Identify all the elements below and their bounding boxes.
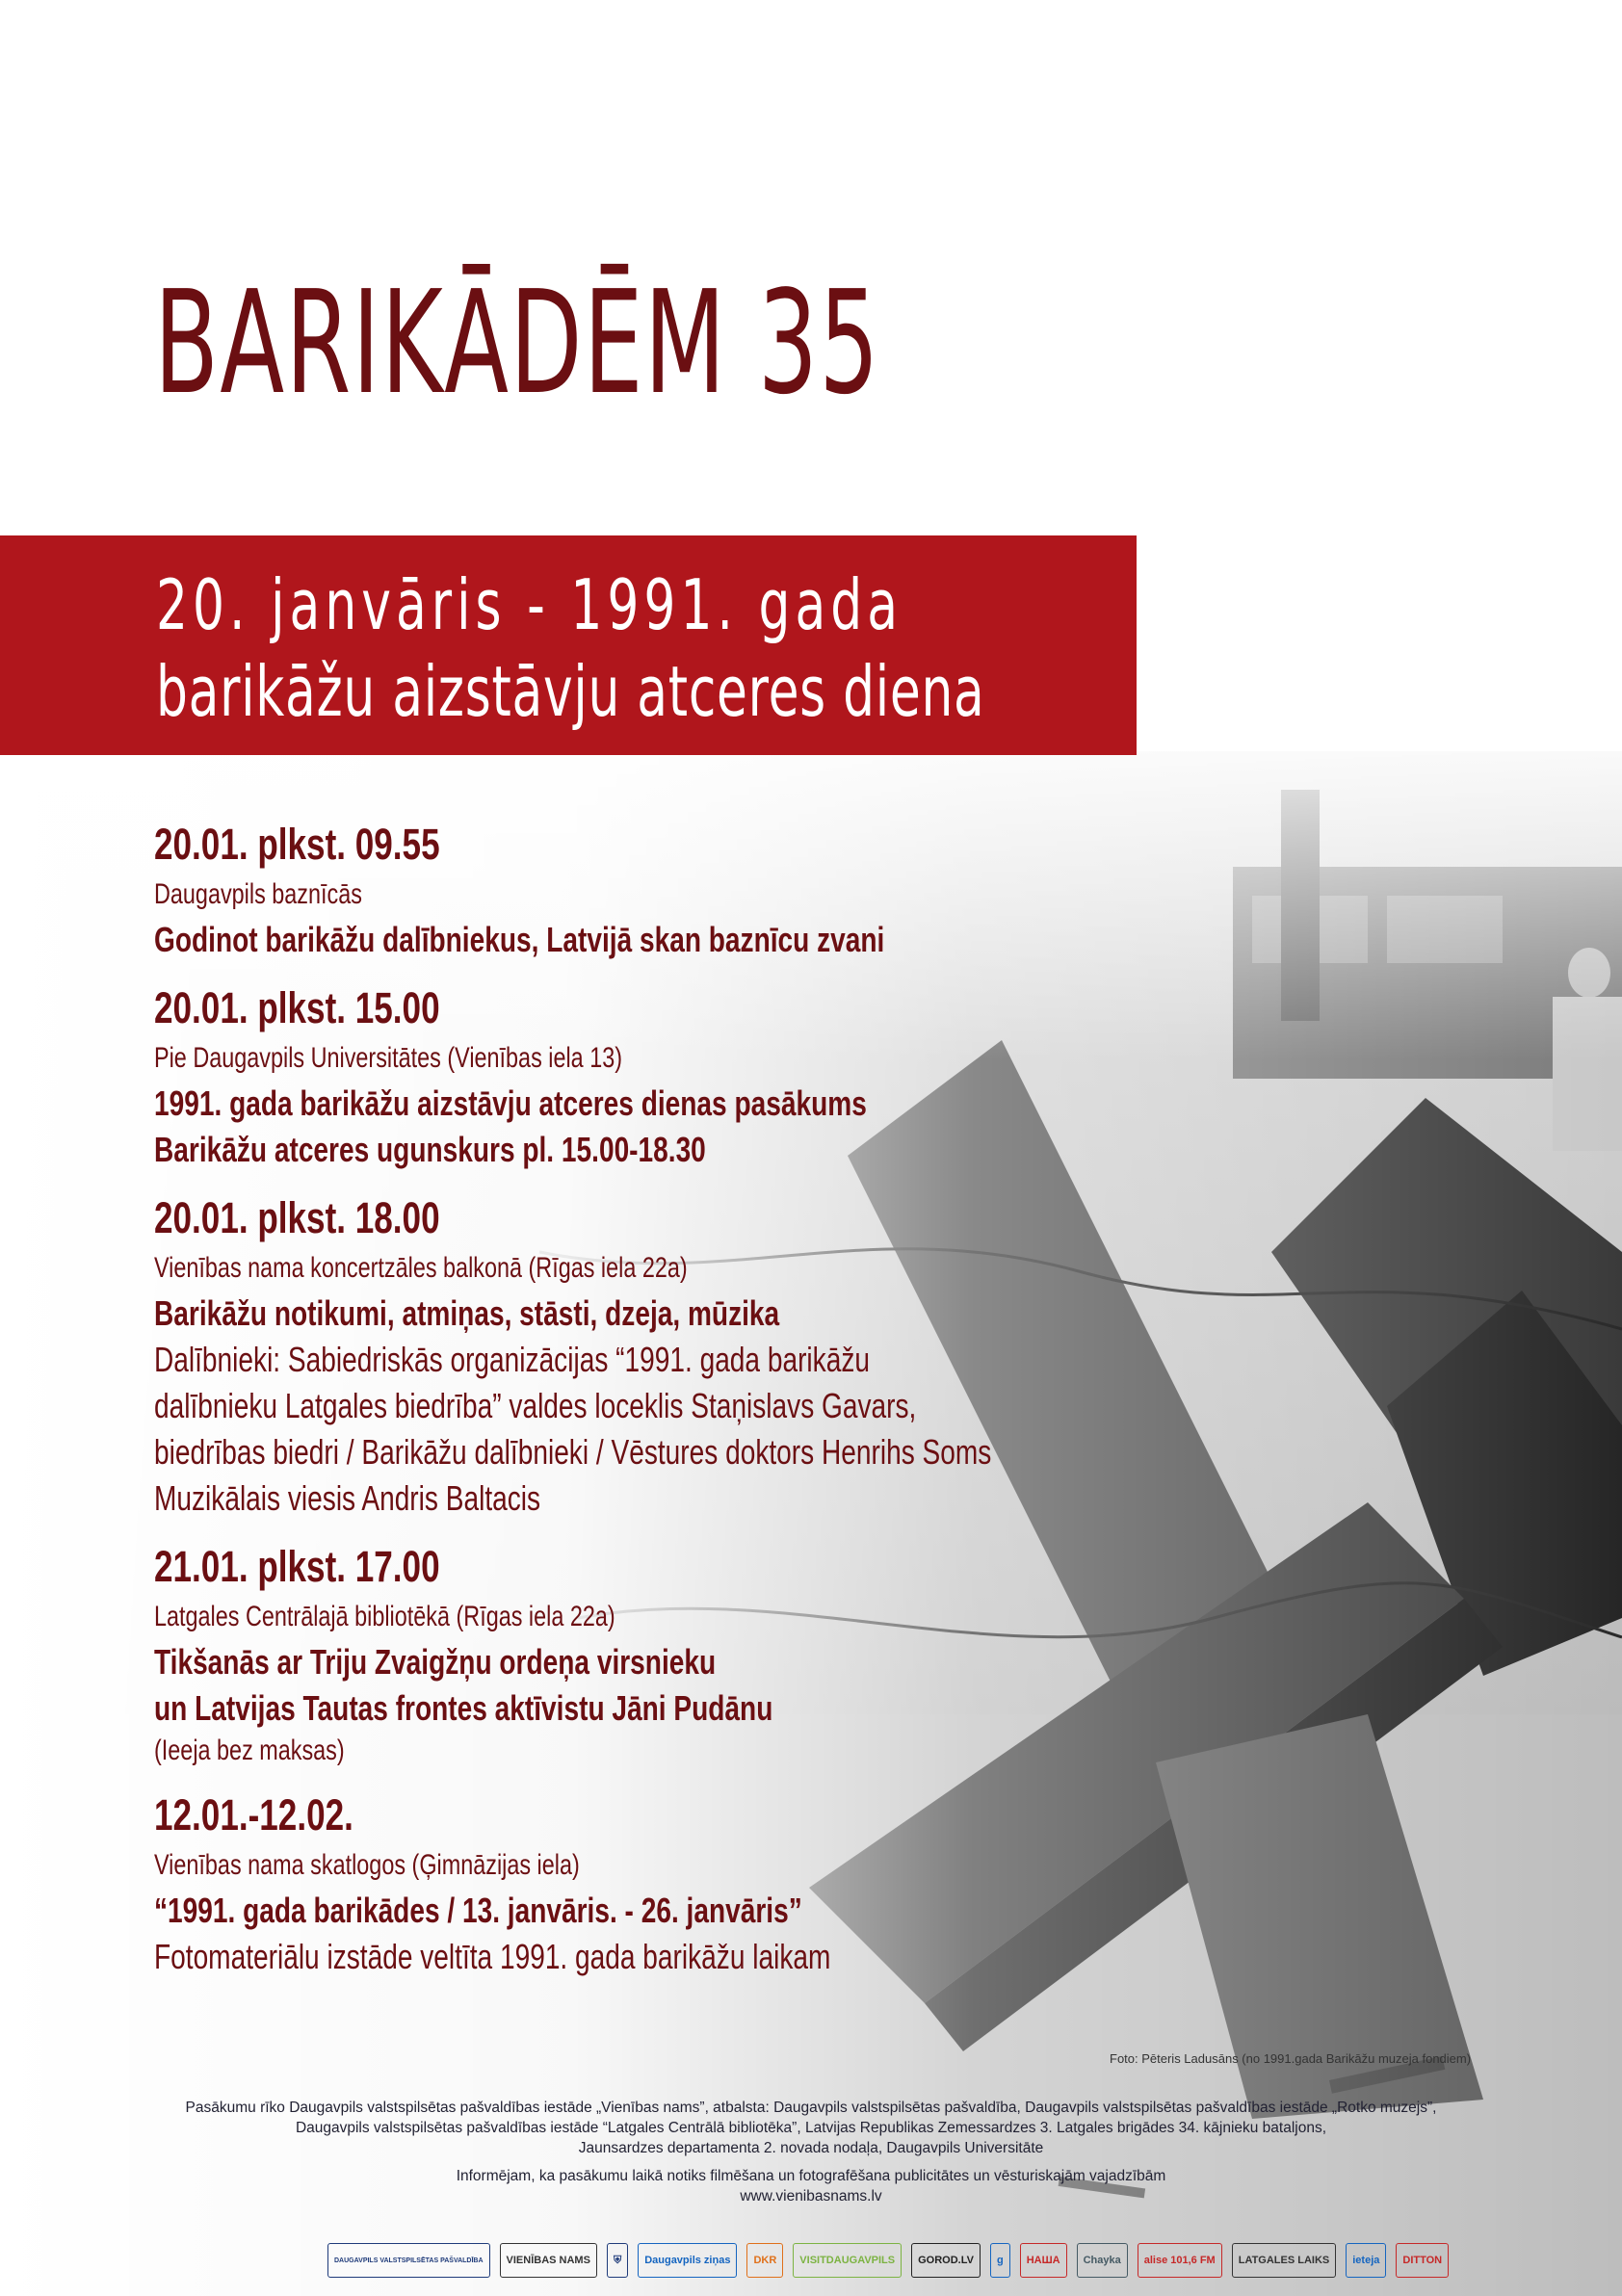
event-list <box>154 817 1214 1980</box>
sponsor-logo: LATGALES LAIKS <box>1232 2243 1337 2278</box>
event-item <box>154 1190 1214 1522</box>
event-item <box>154 1787 1214 1980</box>
sponsor-logo: g <box>990 2243 1010 2278</box>
event-title: 1991. gada barikāžu aizstāvju atceres dienas pasākums <box>154 1083 867 1123</box>
photo-credit: Foto: Pēteris Ladusāns (no 1991.gada Barikāžu muzeja fondiem) <box>1110 2051 1472 2066</box>
event-description: biedrības biedri / Barikāžu dalībnieki / Vēstures doktors Henrihs Soms <box>154 1432 992 1472</box>
sponsor-logo: DKR <box>746 2243 783 2278</box>
event-item <box>154 817 1214 963</box>
sponsor-logo: GOROD.LV <box>911 2243 981 2278</box>
event-description: Dalībnieki: Sabiedriskās organizācijas “1991. gada barikāžu <box>154 1340 870 1379</box>
sponsor-logo: Daugavpils ziņas <box>638 2243 737 2278</box>
sponsor-logo: VISITDAUGAVPILS <box>793 2243 902 2278</box>
event-date: 12.01.-12.02. <box>154 1790 353 1839</box>
organizers-line: Daugavpils valstspilsētas pašvaldības iestāde “Latgales Centrālā bibliotēka”, Latvijas Republikas Zemessardzes 3. Latgales brigādes 34. kājnieku bataljons, <box>295 2120 1327 2136</box>
event-description: Muzikālais viesis Andris Baltacis <box>154 1478 541 1518</box>
banner-date-line: 20. janvāris - 1991. gada <box>156 564 903 645</box>
event-place: Daugavpils baznīcās <box>154 878 362 910</box>
event-place: Vienības nama skatlogos (Ģimnāzijas iela) <box>154 1849 580 1881</box>
event-place: Latgales Centrālajā bibliotēkā (Rīgas iela 22a) <box>154 1601 615 1632</box>
website-link[interactable]: www.vienibasnams.lv <box>740 2188 882 2205</box>
sponsor-logo: НАША <box>1020 2243 1067 2278</box>
event-place: Pie Daugavpils Universitātes (Vienības iela 13) <box>154 1042 623 1074</box>
filming-notice: Informējam, ka pasākumu laikā notiks filmēšana un fotografēšana publicitātes un vēsturiskajām vajadzībām <box>456 2168 1166 2184</box>
event-title: Barikāžu atceres ugunskurs pl. 15.00-18.30 <box>154 1130 706 1169</box>
sponsor-logos <box>327 2240 1443 2281</box>
banner-subtitle-line: barikāžu aizstāvju atceres diena <box>156 651 985 732</box>
event-title: Godinot barikāžu dalībniekus, Latvijā skan baznīcu zvani <box>154 920 885 959</box>
event-place: Vienības nama koncertzāles balkonā (Rīgas iela 22a) <box>154 1252 688 1284</box>
event-date: 20.01. plkst. 18.00 <box>154 1193 440 1242</box>
sponsor-logo: Chayka <box>1077 2243 1128 2278</box>
event-date: 20.01. plkst. 15.00 <box>154 983 440 1032</box>
event-title: Tikšanās ar Triju Zvaigžņu ordeņa virsnieku <box>154 1642 717 1682</box>
event-description: dalībnieku Latgales biedrība” valdes loceklis Staņislavs Gavars, <box>154 1386 917 1425</box>
sponsor-logo: ieteja <box>1346 2243 1386 2278</box>
event-title: “1991. gada barikādes / 13. janvāris. - 26. janvāris” <box>154 1891 802 1930</box>
event-title: un Latvijas Tautas frontes aktīvistu Jāni Pudānu <box>154 1688 773 1728</box>
sponsor-logo: alise 101,6 FM <box>1138 2243 1222 2278</box>
organizers-line: Pasākumu rīko Daugavpils valstspilsētas pašvaldības iestāde „Vienības nams”, atbalsta: Daugavpils valstspilsētas pašvaldība, Daugavpils valstspilsētas pašvaldības iestāde „Rotko muzejs”, <box>185 2100 1437 2116</box>
sponsor-logo: DAUGAVPILS VALSTSPILSĒTAS PAŠVALDĪBA <box>327 2243 490 2278</box>
event-item <box>154 980 1214 1173</box>
event-title: Barikāžu notikumi, atmiņas, stāsti, dzeja, mūzika <box>154 1293 780 1333</box>
event-description: Fotomateriālu izstāde veltīta 1991. gada barikāžu laikam <box>154 1937 831 1976</box>
event-note: (Ieeja bez maksas) <box>154 1735 345 1766</box>
sponsor-logo: VIENĪBAS NAMS <box>500 2243 597 2278</box>
organizers-block <box>58 2098 1564 2206</box>
organizers-line: Jaunsardzes departamenta 2. novada nodaļa, Daugavpils Universitāte <box>578 2140 1044 2156</box>
sponsor-logo: ⛨ <box>607 2243 628 2278</box>
event-date: 21.01. plkst. 17.00 <box>154 1542 440 1591</box>
poster-title: BARIKĀDĒM 35 <box>154 260 880 426</box>
sponsor-logo: DITTON <box>1396 2243 1449 2278</box>
event-date: 20.01. plkst. 09.55 <box>154 820 440 869</box>
event-item <box>154 1539 1214 1770</box>
